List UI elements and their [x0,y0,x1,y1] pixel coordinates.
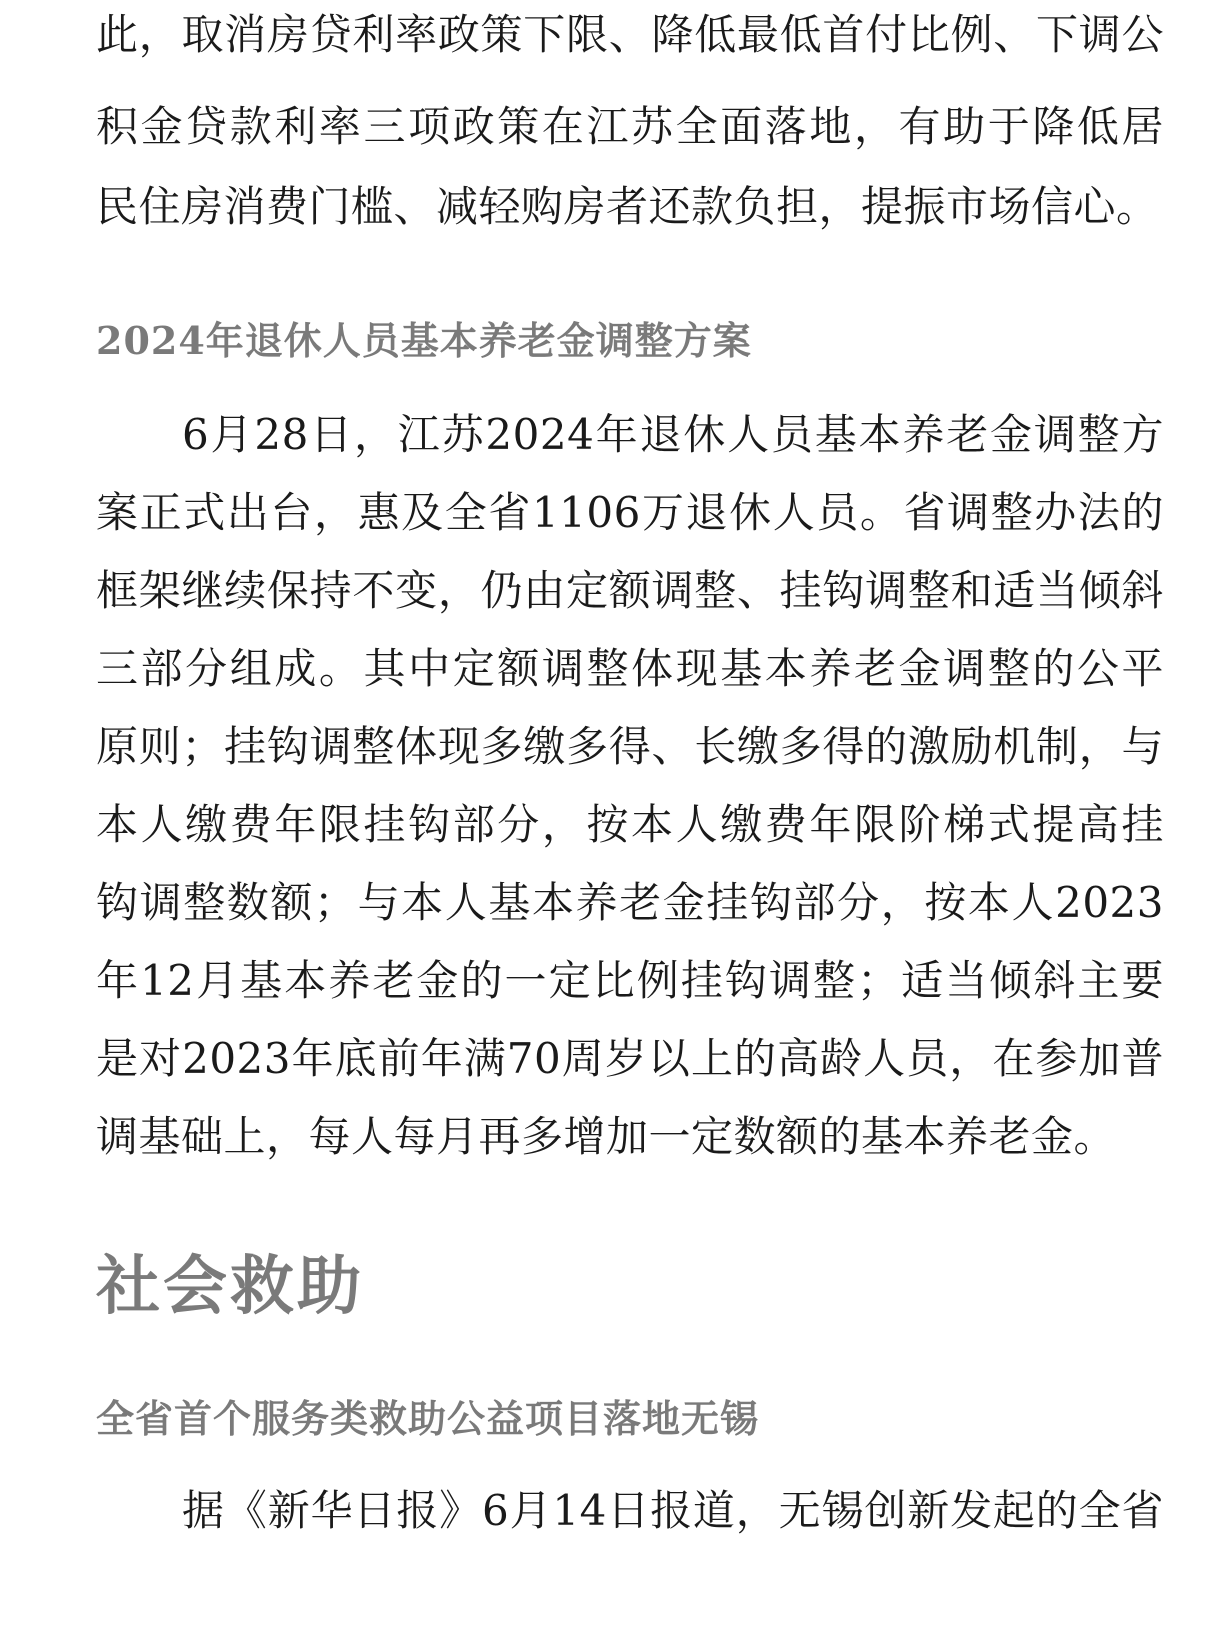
pension-heading: 2024年退休人员基本养老金调整方案 [96,318,752,363]
social-assistance-subheading: 全省首个服务类救助公益项目落地无锡 [96,1396,760,1441]
pension-line-4: 三部分组成。其中定额调整体现基本养老金调整的公平 [96,644,1164,693]
pension-line-2: 案正式出台，惠及全省1106万退休人员。省调整办法的 [96,488,1164,537]
pension-line-1: 6月28日，江苏2024年退休人员基本养老金调整方 [182,410,1164,459]
social-assistance-line-1: 据《新华日报》6月14日报道，无锡创新发起的全省 [182,1486,1164,1535]
social-assistance-title: 社会救助 [96,1250,364,1324]
intro-line-3: 民住房消费门槛、减轻购房者还款负担，提振市场信心。 [96,182,1159,231]
pension-line-5: 原则；挂钩调整体现多缴多得、长缴多得的激励机制，与 [96,722,1164,771]
pension-line-9: 是对2023年底前年满70周岁以上的高龄人员，在参加普 [96,1034,1164,1083]
pension-line-10: 调基础上，每人每月再多增加一定数额的基本养老金。 [96,1112,1117,1161]
intro-line-1: 此，取消房贷利率政策下限、降低最低首付比例、下调公 [96,10,1164,59]
pension-line-3: 框架继续保持不变，仍由定额调整、挂钩调整和适当倾斜 [96,566,1164,615]
pension-line-7: 钩调整数额；与本人基本养老金挂钩部分，按本人2023 [96,878,1164,927]
pension-line-6: 本人缴费年限挂钩部分，按本人缴费年限阶梯式提高挂 [96,800,1164,849]
pension-line-8: 年12月基本养老金的一定比例挂钩调整；适当倾斜主要 [96,956,1164,1005]
intro-line-2: 积金贷款利率三项政策在江苏全面落地，有助于降低居 [96,102,1164,151]
